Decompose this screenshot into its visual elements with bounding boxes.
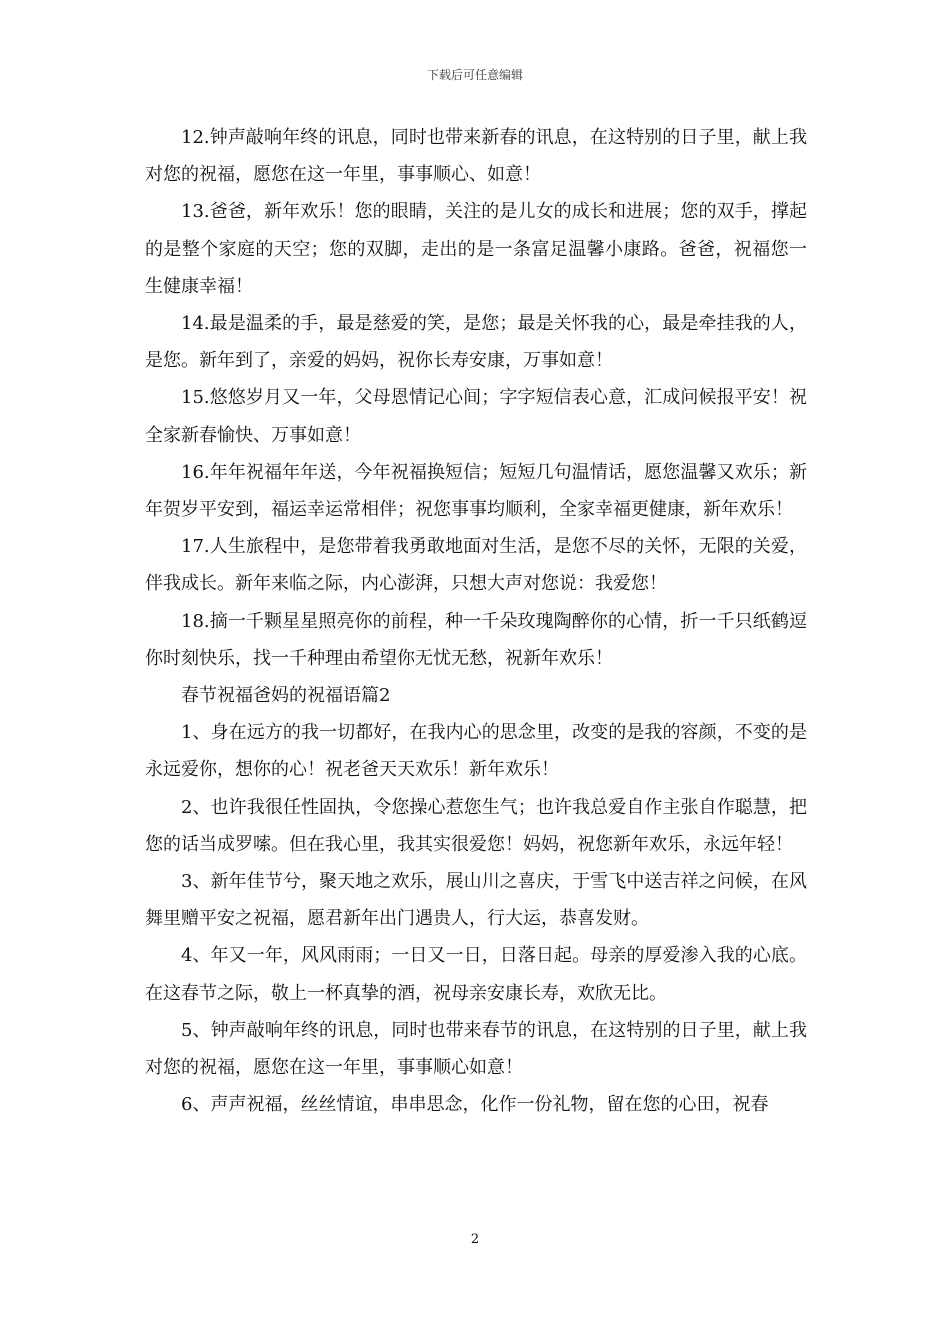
paragraph-s2-1: 1、身在远方的我一切都好，在我内心的思念里，改变的是我的容颜，不变的是永远爱你，想你的心！祝老爸天天欢乐！新年欢乐！ <box>145 722 807 781</box>
paragraph-s2-4: 4、年又一年，风风雨雨；一日又一日，日落日起。母亲的厚爱渗入我的心底。在这春节之际，敬上一杯真挚的酒，祝母亲安康长寿，欢欣无比。 <box>145 945 807 1004</box>
paragraph-s2-3: 3、新年佳节兮，聚天地之欢乐，展山川之喜庆，于雪飞中送吉祥之问候，在风舞里赠平安之祝福，愿君新年出门遇贵人，行大运，恭喜发财。 <box>145 871 807 930</box>
paragraph-s2-2: 2、也许我很任性固执，令您操心惹您生气；也许我总爱自作主张自作聪慧，把您的话当成罗嗦。但在我心里，我其实很爱您！妈妈，祝您新年欢乐，永远年轻！ <box>145 796 807 855</box>
paragraph-s2-6: 6、声声祝福，丝丝情谊，串串思念，化作一份礼物，留在您的心田，祝春 <box>181 1094 769 1116</box>
page-number: 2 <box>470 1232 480 1247</box>
paragraph-17: 17.人生旅程中，是您带着我勇敢地面对生活，是您不尽的关怀，无限的关爱，伴我成长。新年来临之际，内心澎湃，只想大声对您说：我爱您！ <box>145 536 807 595</box>
paragraph-s2-5: 5、钟声敲响年终的讯息，同时也带来春节的讯息，在这特别的日子里，献上我对您的祝福，愿您在这一年里，事事顺心如意！ <box>145 1019 807 1079</box>
paragraph-13: 13.爸爸，新年欢乐！您的眼睛，关注的是儿女的成长和进展；您的双手，撑起的是整个家庭的天空；您的双脚，走出的是一条富足温馨小康路。爸爸，祝福您一生健康幸福！ <box>145 201 807 297</box>
paragraph-16: 16.年年祝福年年送，今年祝福换短信；短短几句温情话，愿您温馨又欢乐；新年贺岁平安到，福运幸运常相伴；祝您事事均顺利，全家幸福更健康，新年欢乐！ <box>145 461 807 521</box>
paragraph-14: 14.最是温柔的手，最是慈爱的笑，是您；最是关怀我的心，最是牵挂我的人，是您。新年到了，亲爱的妈妈，祝你长寿安康，万事如意！ <box>145 313 807 372</box>
paragraph-18: 18.摘一千颗星星照亮你的前程，种一千朵玫瑰陶醉你的心情，折一千只纸鹤逗你时刻快乐，找一千种理由希望你无忧无愁，祝新年欢乐！ <box>145 610 807 669</box>
document-body <box>145 119 807 1123</box>
paragraph-15: 15.悠悠岁月又一年，父母恩情记心间；字字短信表心意，汇成问候报平安！祝全家新春愉快、万事如意！ <box>145 387 807 446</box>
page-header: 下载后可任意编辑 <box>426 68 523 82</box>
section-heading: 春节祝福爸妈的祝福语篇2 <box>181 685 391 707</box>
paragraph-12: 12.钟声敲响年终的讯息，同时也带来新春的讯息，在这特别的日子里，献上我对您的祝福，愿您在这一年里，事事顺心、如意！ <box>145 127 807 186</box>
